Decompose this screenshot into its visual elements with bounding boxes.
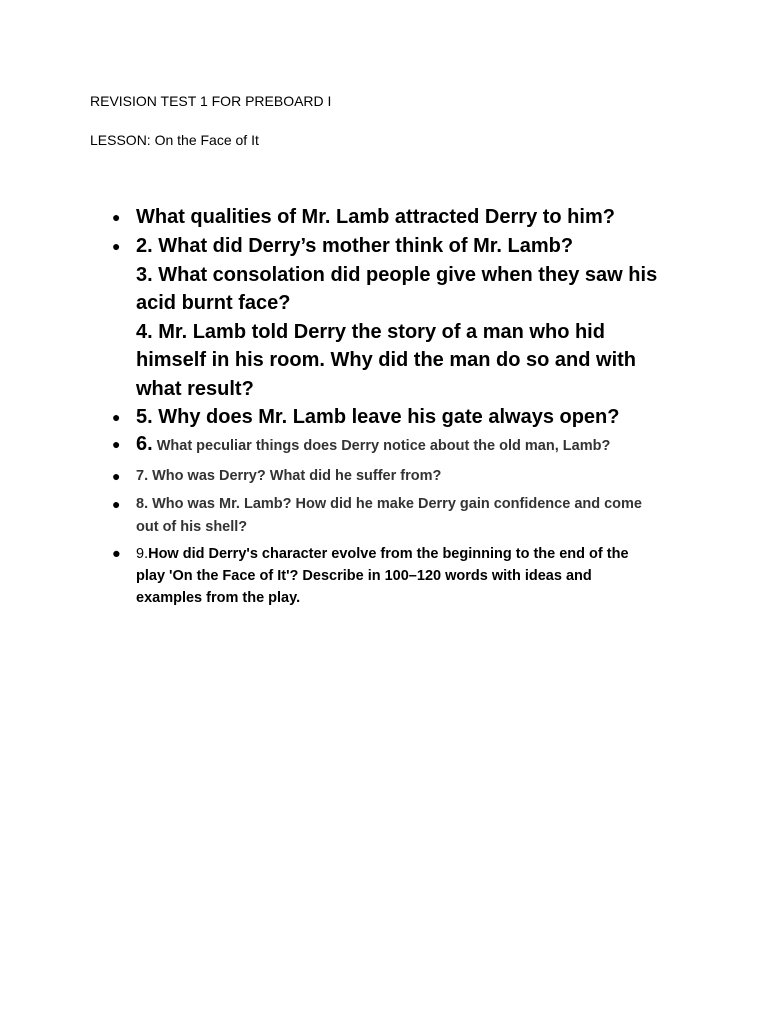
question-line: How did Derry's character evolve from the beginning to the end of the	[148, 546, 629, 562]
question-line: what result?	[136, 377, 254, 400]
bullet-icon: ●	[112, 496, 121, 512]
bullet-icon: ●	[112, 409, 121, 425]
bullet-icon: ●	[112, 546, 121, 562]
question-text: What qualities of Mr. Lamb attracted Derry to him?	[136, 206, 615, 228]
question-line: acid burnt face?	[136, 292, 291, 315]
question-number: 6.	[136, 433, 153, 455]
question-text: What peculiar things does Derry notice about the old man, Lamb?	[156, 438, 611, 454]
question-line: 3. What consolation did people give when they saw his	[136, 263, 658, 286]
bullet-icon: ●	[112, 209, 121, 225]
question-line: 4. Mr. Lamb told Derry the story of a man who hid	[136, 320, 605, 343]
question-line: 8. Who was Mr. Lamb? How did he make Derry gain confidence and come	[136, 496, 642, 512]
question-8	[112, 493, 676, 538]
question-line: examples from the play.	[136, 590, 301, 606]
question-number: 9.	[136, 546, 149, 562]
question-7	[112, 465, 676, 488]
bullet-icon: ●	[112, 468, 121, 484]
bullet-icon: ●	[112, 238, 121, 254]
question-5	[112, 403, 676, 432]
question-text: 7. Who was Derry? What did he suffer from?	[136, 468, 442, 484]
question-line: 2. What did Derry’s mother think of Mr. Lamb?	[136, 235, 574, 257]
question-6	[112, 433, 676, 458]
bullet-icon: ●	[112, 436, 121, 452]
question-line: himself in his room. Why did the man do so and with	[136, 349, 637, 372]
test-title: REVISION TEST 1 FOR PREBOARD I	[90, 93, 332, 109]
question-line: play 'On the Face of It'? Describe in 100–120 words with ideas and	[136, 568, 592, 584]
question-1	[112, 203, 676, 232]
lesson-name: LESSON: On the Face of It	[90, 132, 259, 148]
question-2-4	[112, 232, 676, 404]
question-text: 5. Why does Mr. Lamb leave his gate always open?	[136, 406, 620, 428]
question-line: out of his shell?	[136, 518, 248, 535]
question-9	[112, 543, 676, 609]
